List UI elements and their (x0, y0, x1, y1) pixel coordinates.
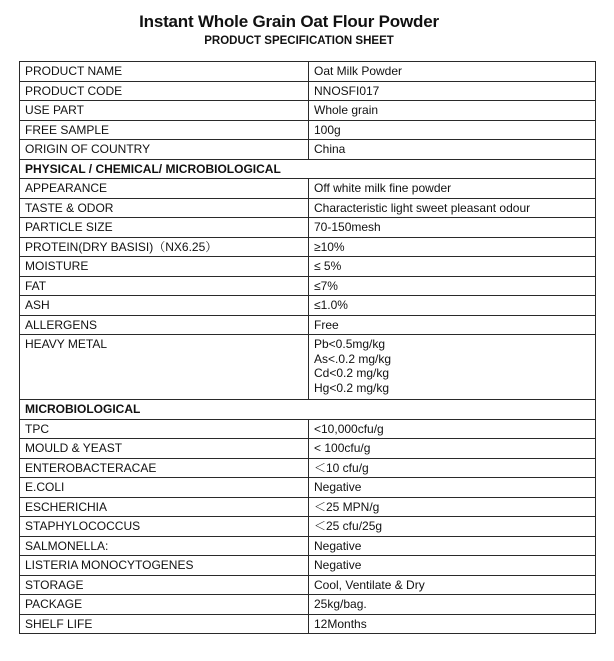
table-row (20, 81, 596, 101)
document-title-text: Instant Whole Grain Oat Flour Powder (139, 12, 439, 31)
spec-label: ENTEROBACTERACAE (20, 458, 309, 478)
spec-value: ＜10 cfu/g (309, 458, 596, 478)
spec-value: Oat Milk Powder (309, 62, 596, 82)
table-row (20, 237, 596, 257)
spec-value: Characteristic light sweet pleasant odour (309, 198, 596, 218)
spec-label: ASH (20, 296, 309, 316)
spec-value-heavy-metal (309, 335, 596, 400)
document-title (0, 12, 614, 32)
spec-value: 70-150mesh (309, 218, 596, 238)
table-row (20, 614, 596, 634)
spec-label: PRODUCT CODE (20, 81, 309, 101)
spec-label: PROTEIN(DRY BASISI)（NX6.25） (20, 237, 309, 257)
spec-value: Whole grain (309, 101, 596, 121)
table-row (20, 595, 596, 615)
section-header-row (20, 159, 596, 179)
table-row (20, 439, 596, 459)
spec-value: NNOSFI017 (309, 81, 596, 101)
heavy-metal-pb: Pb<0.5mg/kg (314, 337, 386, 351)
spec-label: TASTE & ODOR (20, 198, 309, 218)
document-subtitle-text: PRODUCT SPECIFICATION SHEET (204, 35, 394, 47)
spec-label: HEAVY METAL (20, 335, 309, 400)
spec-label: MOISTURE (20, 257, 309, 277)
spec-label: STAPHYLOCOCCUS (20, 517, 309, 537)
heavy-metal-as: As<.0.2 mg/kg (314, 351, 392, 366)
spec-table (19, 61, 596, 634)
spec-label: FREE SAMPLE (20, 120, 309, 140)
spec-label: ALLERGENS (20, 315, 309, 335)
spec-value: Negative (309, 478, 596, 498)
heavy-metal-hg: Hg<0.2 mg/kg (314, 380, 390, 395)
table-row (20, 62, 596, 82)
spec-label: TPC (20, 419, 309, 439)
table-row (20, 478, 596, 498)
spec-label: PACKAGE (20, 595, 309, 615)
spec-value: ≤1.0% (309, 296, 596, 316)
spec-label: ESCHERICHIA (20, 497, 309, 517)
spec-value: Cool, Ventilate & Dry (309, 575, 596, 595)
spec-value: ＜25 cfu/25g (309, 517, 596, 537)
spec-value: 100g (309, 120, 596, 140)
spec-label: APPEARANCE (20, 179, 309, 199)
spec-value: 12Months (309, 614, 596, 634)
table-row (20, 419, 596, 439)
spec-label: ORIGIN OF COUNTRY (20, 140, 309, 160)
table-row (20, 120, 596, 140)
spec-value: Free (309, 315, 596, 335)
spec-value: < 100cfu/g (309, 439, 596, 459)
spec-value: <10,000cfu/g (309, 419, 596, 439)
spec-value: Negative (309, 536, 596, 556)
spec-label: E.COLI (20, 478, 309, 498)
table-row (20, 101, 596, 121)
section-header-micro: MICROBIOLOGICAL (20, 400, 596, 420)
table-row (20, 458, 596, 478)
spec-label: PARTICLE SIZE (20, 218, 309, 238)
spec-label: LISTERIA MONOCYTOGENES (20, 556, 309, 576)
spec-label: STORAGE (20, 575, 309, 595)
spec-value: ≥10% (309, 237, 596, 257)
spec-value: ≤ 5% (309, 257, 596, 277)
spec-value: Off white milk fine powder (309, 179, 596, 199)
table-row (20, 276, 596, 296)
table-row (20, 536, 596, 556)
table-row (20, 198, 596, 218)
section-header-row (20, 400, 596, 420)
table-row (20, 517, 596, 537)
table-row (20, 575, 596, 595)
table-row (20, 218, 596, 238)
spec-label: USE PART (20, 101, 309, 121)
heavy-metal-cd: Cd<0.2 mg/kg (314, 366, 390, 380)
table-row (20, 497, 596, 517)
table-row (20, 556, 596, 576)
spec-value: 25kg/bag. (309, 595, 596, 615)
spec-value: China (309, 140, 596, 160)
spec-label: MOULD & YEAST (20, 439, 309, 459)
table-row (20, 257, 596, 277)
spec-label: PRODUCT NAME (20, 62, 309, 82)
spec-label: SALMONELLA: (20, 536, 309, 556)
spec-value: ≤7% (309, 276, 596, 296)
spec-label: FAT (20, 276, 309, 296)
section-header-physical: PHYSICAL / CHEMICAL/ MICROBIOLOGICAL (20, 159, 596, 179)
table-row-heavy-metal (20, 335, 596, 400)
document-subtitle (0, 35, 614, 47)
table-row (20, 140, 596, 160)
spec-value: ＜25 MPN/g (309, 497, 596, 517)
spec-label: SHELF LIFE (20, 614, 309, 634)
table-row (20, 296, 596, 316)
spec-value: Negative (309, 556, 596, 576)
table-row (20, 315, 596, 335)
table-row (20, 179, 596, 199)
